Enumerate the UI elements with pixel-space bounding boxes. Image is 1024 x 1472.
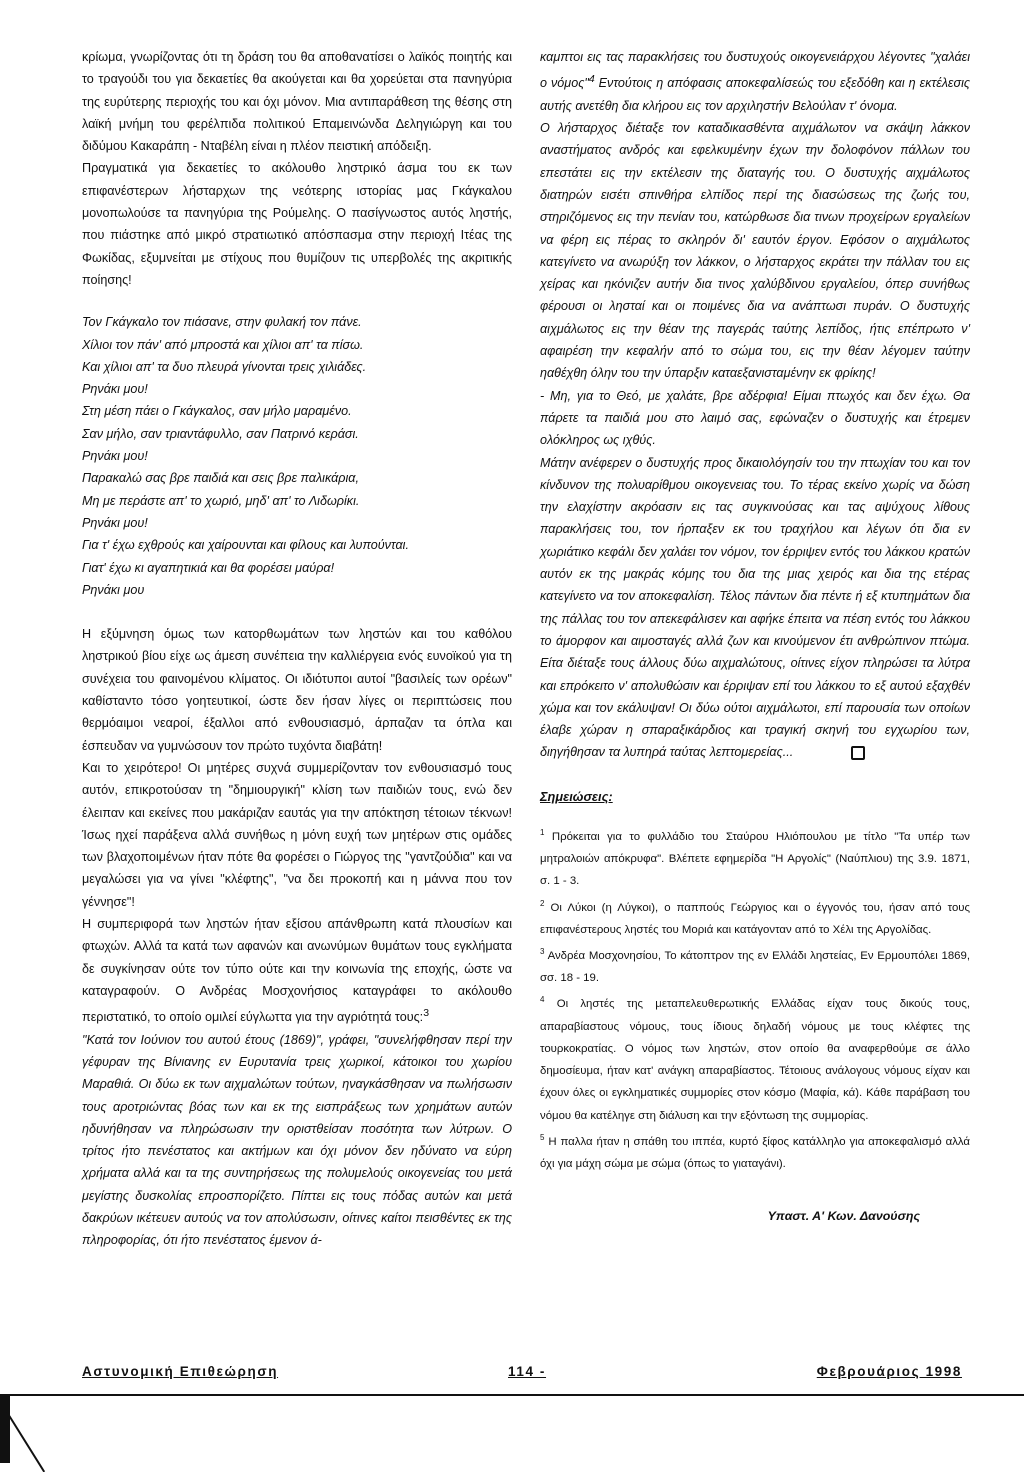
footnote-ref: 4 — [588, 73, 595, 86]
poem-line: Και χίλιοι απ' τα δυο πλευρά γίνονται τρεις χιλιάδες. — [82, 359, 367, 374]
footnote — [540, 822, 970, 893]
footnote-number: 2 — [540, 898, 545, 908]
footnote-text: Πρόκειται για το φυλλάδιο του Σταύρου Ηλιόπουλου με τίτλο "Τα υπέρ των μητραλοιών απόκρυφα". Βλέπετε εφημερίδα "Η Αργολίς" (Ναύπλιου) της 3.9. 1871, σ. 1 - 3. — [540, 830, 970, 888]
quote-text: Μάτην ανέφερεν ο δυστυχής προς δικαιολόγησίν του την πτωχίαν του και τον κίνδυνον της πολυαρίθμου οικογενειας του. Το τέρας εκείνο χωρίς να δώση την ελαχίστην ακρόασιν εις τας συγκινούσας και τας αψύχους λίθους παρακλήσεις του, τον ήρπαξεν εκ του τραχήλου και λέγων ότι δια εν χωριάτικο κεφάλι δεν χαλάει τον νόμον, τον έρριψεν εντός του λάκκου κρατών αυτόν εκ της μακράς κόμης του δια της μιας χειρός και δια της ετέρας κατεγίνετο να τον αποκεφαλίση. Τέλος πάντων δια πέντε ή εξ κτυπημάτων δια της πάλλας του τον απεκεφάλισεν και αφήκε έπειτα να πέση εντός του λάκκου το άμορφον και αιμοσταγές αλλά ζων και κινούμενον έτι ανθρώπινον πτώμα. Είτα διέταξε τους άλλους δύω αιχμαλώτους, οίτινες είχον πληρώσει τα λύτρα και επρόκειτο ν' απολυθώσιν και έρριψαν επί του λάκκου το εξ αυτού εξαχθέν χώμα και τον εκάλυψαν! Οι δύω ούτοι αιχμάλωτοι, επί παρουσία των οποίων έλαβε χώραν η σπαραξικάρδιος και τραγική σκηνή του εγχωρίου των, διηγήθησαν τα λυπηρά ταύτας λεπτομερείας... — [540, 455, 970, 760]
footnote-text: Οι ληστές της μεταπελευθερωτικής Ελλάδας είχαν τους δικούς τους, απαραβίαστους νόμους, τους ίδιους δηλαδή νόμους με τους κλέφτες της τουρκοκρατίας. Ο νόμος των ληστών, στον οποίο θα αναφερθούμε σε άλλο δημοσίευμα, ήταν κατ' ανάγκη απαραβίαστος. Τέτοιους ανάλογους νόμους είχαν και έχουν όλες οι εγκληματικές συμμορίες στον κόσμο (Μαφία, κά). Κάθε παράβαση του νόμου θα κατέληγε στη διάλυση και την εξόντωση της συμμορίας. — [540, 998, 970, 1122]
issue-date: Φεβρουάριος 1998 — [816, 1364, 962, 1379]
end-of-article-icon — [851, 746, 865, 760]
poem-line: Μη με περάστε απ' το χωριό, μηδ' απ' το Λιδωρίκι. — [82, 493, 360, 508]
poem-line: Ρηνάκι μου — [82, 582, 145, 597]
paragraph: Πραγματικά για δεκαετίες το ακόλουθο ληστρικό άσμα του εκ των επιφανέστερων λήσταρχων της νεότερης ιστορίας μας Γκάγκαλου μονοπωλούσε τα πανηγύρια της Ρούμελης. Ο πασίγνωστος αυτός ληστής, που πιάστηκε από μικρό στρατιωτικό απόσπασμα στην περιοχή Ιτέας της Φωκίδας, εξυμνείται με στίχους που θυμίζουν τις υπερβολές της ακριτικής ποίησης! — [82, 161, 512, 287]
footnote-text: Η παλλα ήταν η σπάθη του ιππέα, κυρτό ξίφος κατάλληλο για αποκεφαλισμό αλλά όχι για μάχη σώμα με σώμα (όπως το γιαταγάνι). — [540, 1135, 970, 1171]
footnote-number: 1 — [540, 827, 545, 837]
quote-text: Εντούτοις η απόφασις αποκεφαλίσεώς του εξεδόθη και η εκτέλεσις αυτής ανετέθη δια κλήρου εις τον αρχιληστήν Βελούλαν τ' όνομα. — [540, 76, 970, 113]
quote-paragraph: Ο λήσταρχος διέταξε τον καταδικασθέντα αιχμάλωτον να σκάψη λάκκον αναστήματος ανδρός και εφελκυμένην έχων την δολοφόνον πάλλων του επεστάτει εις την εκτέλεσιν της διαταγής του. Ο δυστυχής αιχμάλωτος διατηρών εισέτι σπινθήρα ελπίδος περί της διασώσεως της ζωής του, στηριζόμενος εις την πενίαν του, κατώρθωσε δια τινων προχείρων εργαλείων να φέρη εις πέρας το σκληρόν δι' εαυτόν έργον. Εφόσον ο αιχμάλωτος κατεγίνετο να ανωρύξη τον λάκκον, ο λήσταρχος εκράτει την πάλλαν του εις χείρας και ηκόνιζεν αυτήν δια τινος χαλύβδινου εργαλείου, όπερ συνήθως φέρουσι οι λησταί και οι ποιμένες δια να ανάπτωσι πυράν. Ο δυστυχής αιχμάλωτος εις την θέαν της παγεράς ταύτης λεπίδος, ήτις επέπρωτο ν' αφαιρέση την κεφαλήν από το σώμα του, εις την θέαν λέγομεν ταύτην ηαθέχθη όλην του την ύπαρξιν καταεξανισταμένην εκ φρίκης! — [540, 121, 970, 381]
poem-line: Σαν μήλο, σαν τριαντάφυλλο, σαν Πατρινό κεράσι. — [82, 426, 359, 441]
footnote-text: Ανδρέα Μοσχονησίου, Το κάτοπτρον της εν Ελλάδι ληστείας, Εν Ερμουπόλει 1869, σσ. 18 - 19. — [540, 949, 970, 985]
page-number: 114 - — [508, 1364, 547, 1379]
poem — [82, 311, 512, 601]
poem-line: Ρηνάκι μου! — [82, 515, 148, 530]
left-column — [82, 46, 512, 1252]
footnote-number: 5 — [540, 1133, 545, 1143]
footnote — [540, 1127, 970, 1175]
poem-line: Παρακαλώ σας βρε παιδιά και σεις βρε παλικάρια, — [82, 471, 359, 486]
poem-line: Ρηνάκι μου! — [82, 382, 148, 397]
footnote-ref: 3 — [423, 1007, 430, 1020]
scan-edge-diagonal — [6, 1412, 45, 1472]
author-signature: Υπαστ. Α' Κων. Δανούσης — [767, 1209, 920, 1224]
paragraph: Και το χειρότερο! Οι μητέρες συχνά συμμερίζονταν τον ενθουσιασμό τους αυτόν, επικροτούσαν τη "δημιουργική" κλίση των παιδιών τους, ενώ δεν έλειπαν και εκείνες που μακάριζαν εαυτάς για την απόκτηση τέτοιων τέκνων! Ίσως ηχεί παράξενα αλλά συνήθως η μόνη ευχή των μητέρων στις ομάδες των βλαχοποιμένων ήταν πότε θα φορέσει ο Γιώργος της "γαντζούδια" και να μεγαλώσει για να γίνει "κλέφτης", "να δει προκοπή και η μάννα που τον γέννησε"! — [82, 760, 512, 909]
footnote — [540, 989, 970, 1127]
footer-rule — [0, 1394, 1024, 1396]
page-footer — [82, 1364, 962, 1384]
quote-paragraph — [540, 452, 970, 764]
footnote — [540, 893, 970, 941]
paragraph: Η εξύμνηση όμως των κατορθωμάτων των ληστών και του καθόλου ληστρικού βίου είχε ως άμεση συνέπεια την καλλιέργεια ενός ευνοϊκού για τη συνέχεια του φαινομένου κλίματος. Οι ιδιότυποι αυτοί "βασιλείς των ορέων" καθίσταντο τόσο γοητευτικοί, ώστε δεν ήσαν λίγες οι περιπτώσεις που θερμόαιμοι νεαροί, έξαλλοι από ενθουσιασμό, άρπαζαν τα όπλα και έσπευδαν να γυμνώσουν τον πρώτο τυχόντα διαβάτη! — [82, 627, 512, 753]
footnote-number: 4 — [540, 995, 545, 1005]
paragraph: κρίωμα, γνωρίζοντας ότι τη δράση του θα αποθανατίσει ο λαϊκός ποιητής και το τραγούδι του για δεκαετίες θα ακούγεται και θα χορεύεται στα πανηγύρια της ευρύτερης περιοχής του και όχι μόνον. Μια αντιπαράθεση της θέσης στη λαϊκή μνήμη του φερέλπιδα πολιτικού Επαμεινώνδα Δεληγιώργη και του διδύμου Κακαράπη - Νταβέλη είναι η πλέον πειστική απόδειξη. — [82, 50, 512, 154]
scan-edge-mark — [0, 1396, 10, 1463]
quote-text: καμπτοι εις τας παρακλήσεις του δυστυχούς οικογενειάρχου λέγοντες "χαλάει ο νόμος" — [540, 50, 970, 91]
quote-paragraph — [540, 46, 970, 117]
notes-title: Σημειώσεις: — [540, 788, 613, 804]
poem-line: Ρηνάκι μου! — [82, 449, 148, 464]
paragraph-text: Η συμπεριφορά των ληστών ήταν εξίσου απάνθρωπη κατά πλουσίων και φτωχών. Αλλά τα κατά των αφανών και ανωνύμων θυμάτων τους εγκλήματα δε συγκίνησαν ούτε τον τύπο ούτε και την κοινωνία της εποχής, ώστε να καταγραφούν. Ο Ανδρέας Μοσχονήσιος καταγράφει το ακόλουθο περιστατικό, το οποίο ομιλεί εύγλωττα για την αγριότητά τους: — [82, 916, 512, 1025]
footnote-number: 3 — [540, 947, 545, 957]
poem-line: Τον Γκάγκαλο τον πιάσανε, στην φυλακή τον πάνε. — [82, 315, 362, 330]
poem-line: Για τ' έχω εχθρούς και χαίρουνται και φίλους και λυπούνται. — [82, 538, 409, 553]
poem-line: Χίλιοι τον πάν' από μπροστά και χίλιοι απ' τα πίσω. — [82, 337, 364, 352]
footnote-text: Οι Λύκοι (η Λύγκοι), ο παππούς Γεώργιος και ο έγγονός του, ήσαν από τους επιφανέστερους ληστές του Μοριά και κατάγονταν από το Χέλι της Αργολίδας. — [540, 901, 971, 936]
quote-paragraph: - Μη, για το Θεό, με χαλάτε, βρε αδέρφια! Είμαι πτωχός και δεν έχω. Θα πάρετε τα παιδιά μου στο λαιμό σας, εφώναζεν ο δυστυχής και έτρεμεν ολόκληρος ως ιχθύς. — [540, 388, 970, 448]
poem-line: Γιατ' έχω κι αγαπητικιά και θα φορέσει μαύρα! — [82, 560, 335, 575]
footnote — [540, 941, 970, 989]
right-column — [540, 46, 970, 1228]
paragraph — [82, 913, 512, 1029]
poem-line: Στη μέση πάει ο Γκάγκαλος, σαν μήλο μαραμένο. — [82, 404, 352, 419]
quote-paragraph: "Κατά τον Ιούνιον του αυτού έτους (1869)", γράφει, "συνελήφθησαν περί την γέφυραν της Βίνιανης εν Ευρυτανία τρεις χωρικοί, κάτοικοι του χωρίου Μαραθιά. Οι δύω εκ των αιχμαλώτων τούτων, ηναγκάσθησαν να πωλήσωσιν τους αροτριώντας βόας των και εκ της εισπράξεως των χρημάτων αυτών ηδυνήθησαν να πληρώσωσιν την οριστθείσαν ποσότητα των λύτρων. Ο τρίτος ήτο πενέστατος και ακτήμων και όχι μόνον δεν ηδύνατο να εύρη χρήματα αλλά και τα της συντηρήσεως της πολυμελούς οικογενείας του μετά μεγίστης δυσκολίας επροσπορίζετο. Πίπτει εις τους πόδας αυτών και μετά δακρύων ικέτευεν αυτούς να τον απολύσωσιν, οίτινες καίτοι πεισθέντες εκ της πληροφορίας, ότι ήτο πενέστατος έμενον ά- — [82, 1032, 512, 1248]
journal-name: Αστυνομική Επιθεώρηση — [82, 1364, 279, 1379]
